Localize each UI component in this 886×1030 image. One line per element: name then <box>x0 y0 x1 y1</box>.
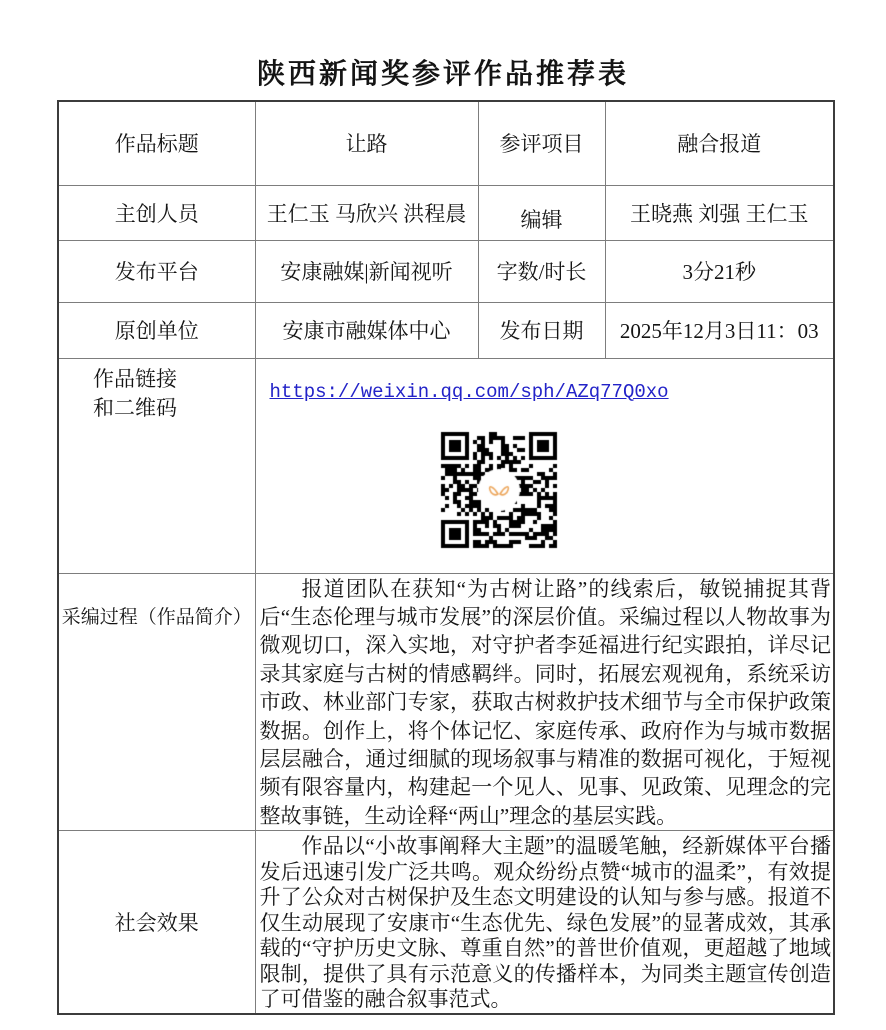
editor-value: 王晓燕 刘强 王仁玉 <box>605 185 834 240</box>
social-effect-label: 社会效果 <box>58 831 255 1014</box>
row-link-qr <box>58 358 834 573</box>
publish-platform-value: 安康融媒|新闻视听 <box>255 240 478 302</box>
editor-label: 编辑 <box>478 185 605 240</box>
original-unit-label: 原创单位 <box>58 302 255 358</box>
link-qr-content-cell <box>255 358 834 573</box>
row-process <box>58 573 834 831</box>
work-title-label: 作品标题 <box>58 101 255 185</box>
link-qr-label-line2: 和二维码 <box>93 396 177 421</box>
row-work-title <box>58 101 834 185</box>
work-link[interactable]: https://weixin.qq.com/sph/AZq77Q0xo <box>269 380 669 403</box>
publish-platform-label: 发布平台 <box>58 240 255 302</box>
entry-category-label: 参评项目 <box>478 101 605 185</box>
main-creators-label: 主创人员 <box>58 185 255 240</box>
social-effect-text: 作品以“小故事阐释大主题”的温暖笔触，经新媒体平台播发后迅速引发广泛共鸣。观众纷纷点赞“城市的温柔”，有效提升了公众对古树保护及生态文明建设的认知与参与感。报道不仅生动展现了安康市“生态优先、绿色发展”的显著成效，其承载的“守护历史文脉、尊重自然”的普世价值观，更超越了地域限制，提供了具有示范意义的传播样本，为同类主题宣传创造了可借鉴的融合叙事范式。 <box>255 831 834 1014</box>
process-text: 报道团队在获知“为古树让路”的线索后，敏锐捕捉其背后“生态伦理与城市发展”的深层价值。采编过程以人物故事为微观切口，深入实地，对守护者李延福进行纪实跟拍，详尽记录其家庭与古树的情感羁绊。同时，拓展宏观视角，系统采访市政、林业部门专家，获取古树救护技术细节与全市保护政策数据。创作上，将个体记忆、家庭传承、政府作为与城市数据层层融合，通过细腻的现场叙事与精准的数据可视化，于短视频有限容量内，构建起一个见人、见事、见政策、见理念的完整故事链，生动诠释“两山”理念的基层实践。 <box>255 573 834 831</box>
row-platform <box>58 240 834 302</box>
word-count-label: 字数/时长 <box>478 240 605 302</box>
entry-category-value: 融合报道 <box>605 101 834 185</box>
qr-code-image <box>440 431 558 549</box>
row-creators <box>58 185 834 240</box>
publish-date-value: 2025年12月3日11：03 <box>605 302 834 358</box>
page-title: 陕西新闻奖参评作品推荐表 <box>256 59 629 90</box>
publish-date-label: 发布日期 <box>478 302 605 358</box>
row-social-effect <box>58 831 834 1014</box>
work-title-value: 让路 <box>255 101 478 185</box>
link-qr-label-line1: 作品链接 <box>93 366 177 391</box>
row-original-unit <box>58 302 834 358</box>
recommendation-table <box>57 100 835 1015</box>
original-unit-value: 安康市融媒体中心 <box>255 302 478 358</box>
main-creators-value: 王仁玉 马欣兴 洪程晨 <box>255 185 478 240</box>
link-qr-label <box>58 358 255 573</box>
word-count-value: 3分21秒 <box>605 240 834 302</box>
process-label: 采编过程（作品简介） <box>58 573 255 831</box>
